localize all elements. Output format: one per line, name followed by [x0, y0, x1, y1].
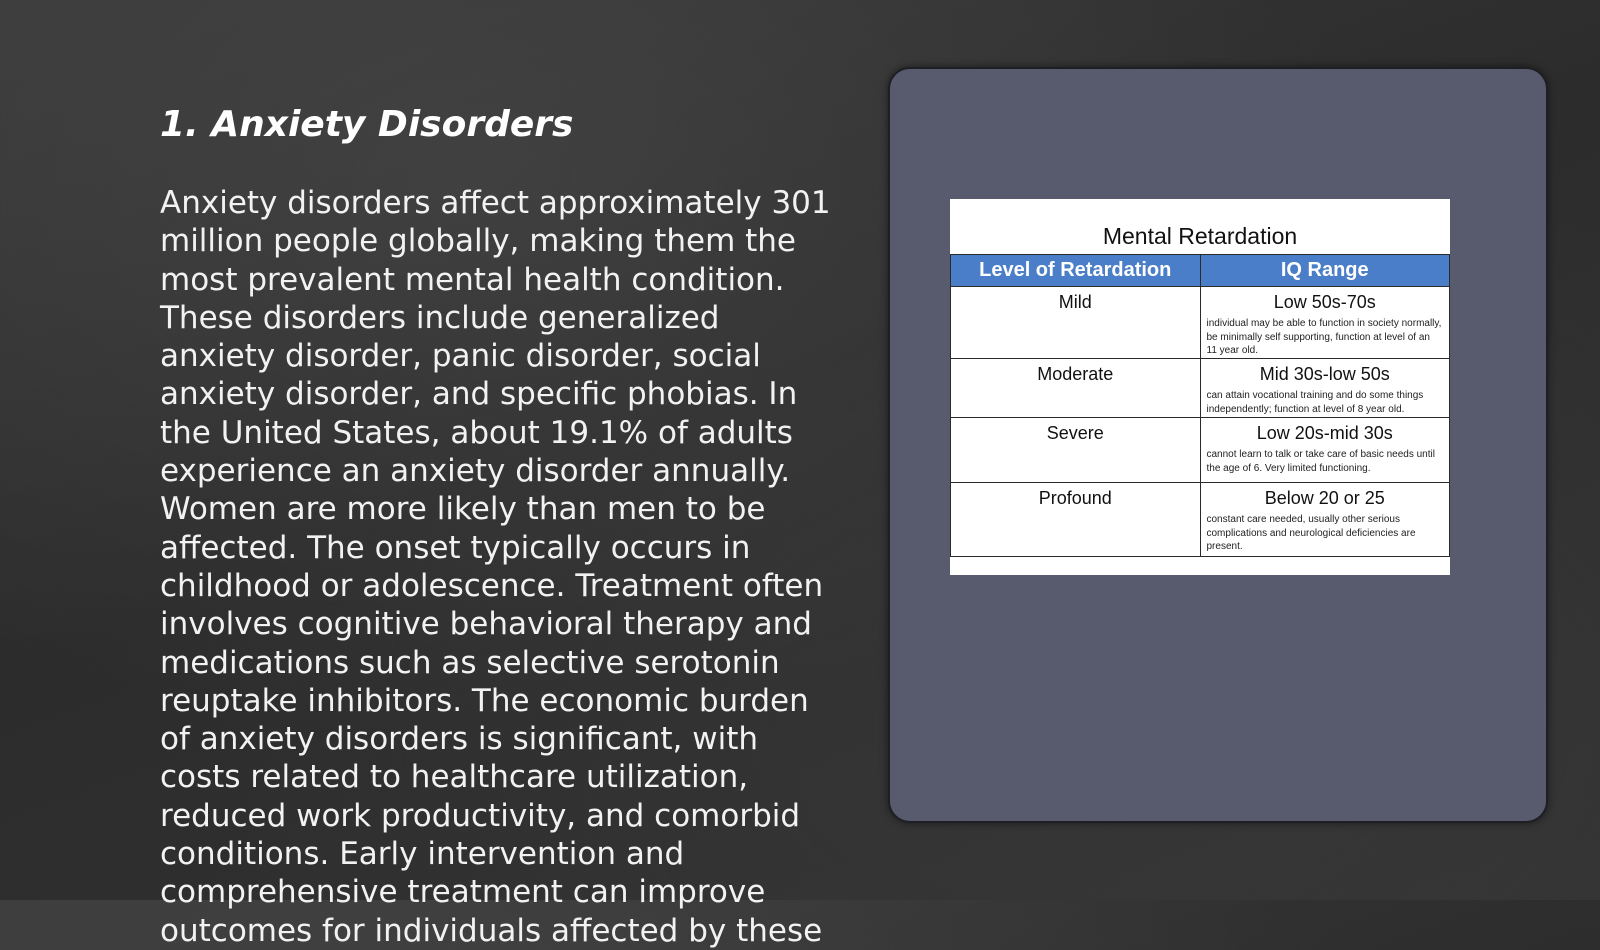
header-iq-range: IQ Range	[1200, 255, 1450, 287]
iq-cell	[1200, 287, 1450, 359]
table-row	[951, 359, 1450, 418]
level-cell: Profound	[951, 483, 1201, 557]
iq-range-value: Below 20 or 25	[1264, 488, 1385, 508]
table-row	[951, 287, 1450, 359]
iq-cell	[1200, 483, 1450, 557]
slide-heading: 1. Anxiety Disorders	[160, 104, 574, 145]
table-row	[951, 418, 1450, 483]
table-row	[951, 483, 1450, 557]
mental-retardation-table-image	[950, 199, 1450, 575]
table-header-row	[951, 255, 1450, 287]
iq-description: constant care needed, usually other serious complications and neurological deficiencies are present.	[1206, 514, 1416, 552]
iq-range-value: Mid 30s-low 50s	[1259, 364, 1390, 384]
header-level: Level of Retardation	[951, 255, 1201, 287]
iq-description: individual may be able to function in society normally, be minimally self supporting, function at level of an 11 year old.	[1206, 318, 1442, 356]
level-cell: Moderate	[951, 359, 1201, 418]
level-cell: Mild	[951, 287, 1201, 359]
iq-cell	[1200, 418, 1450, 483]
level-cell: Severe	[951, 418, 1201, 483]
iq-description: can attain vocational training and do some things independently; function at level of 8 year old.	[1206, 390, 1424, 415]
iq-range-value: Low 20s-mid 30s	[1256, 423, 1393, 443]
iq-description: cannot learn to talk or take care of basic needs until the age of 6. Very limited functioning.	[1206, 449, 1435, 474]
iq-range-table	[950, 254, 1450, 557]
iq-cell	[1200, 359, 1450, 418]
table-title: Mental Retardation	[1102, 223, 1298, 249]
iq-range-value: Low 50s-70s	[1273, 292, 1376, 312]
slide-body-text: Anxiety disorders affect approximately 301 million people globally, making them the most prevalent mental health condition. These disorders include generalized anxiety disorder, panic disorder, social anxiety disorder, and specific phobias. In the United States, about 19.1% of adults experience an anxiety disorder annually. Women are more likely than men to be affected. The onset typically occurs in childhood or adolescence. Treatment often involves cognitive behavioral therapy and medications such as selective serotonin reuptake inhibitors. The economic burden of anxiety disorders is significant, with costs related to healthcare utilization, reduced work productivity, and comorbid conditions. Early intervention and comprehensive treatment can improve outcomes for individuals affected by these	[160, 185, 831, 949]
